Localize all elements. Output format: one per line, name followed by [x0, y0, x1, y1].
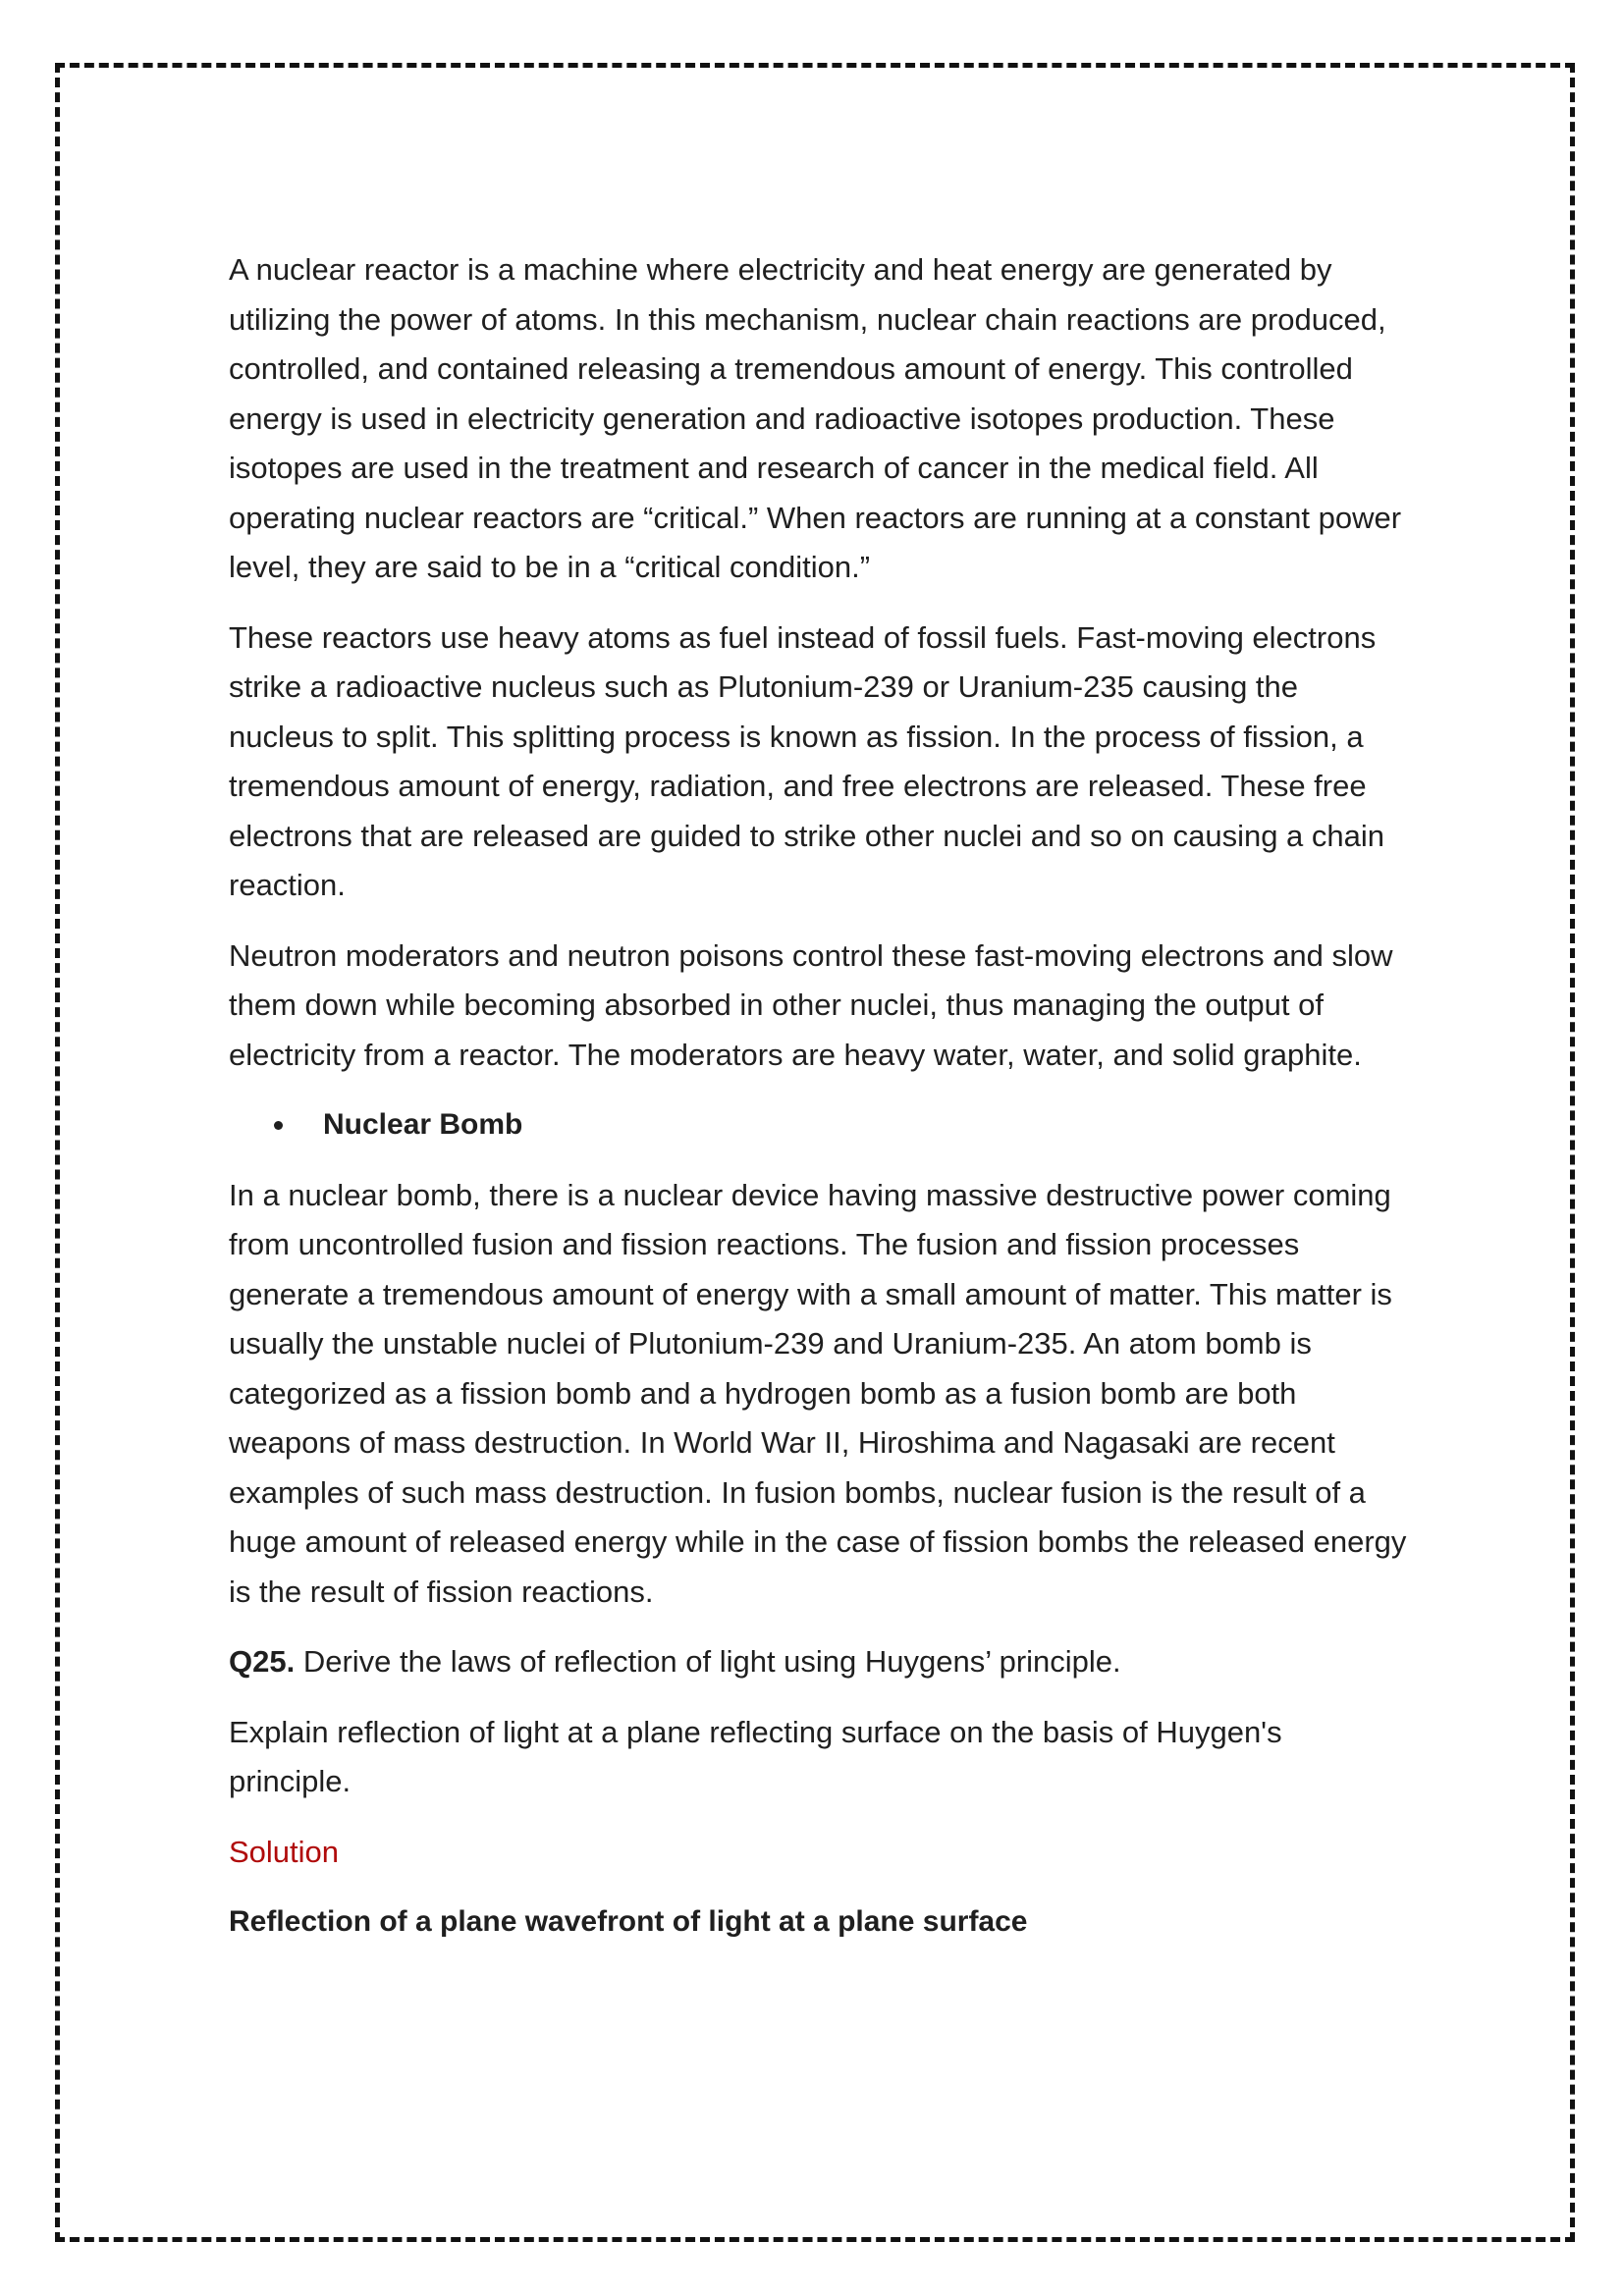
question-number: Q25. [229, 1644, 296, 1679]
paragraph-nuclear-reactor: A nuclear reactor is a machine where electricity and heat energy are generated by utilizing the power of atoms. In this mechanism, nuclear chain reactions are produced, controlled, and contained releasing a tremendous amount of energy. This controlled energy is used in electricity generation and radioactive isotopes production. These isotopes are used in the treatment and research of cancer in the medical field. All operating nuclear reactors are “critical.” When reactors are running at a constant power level, they are said to be in a “critical condition.” [229, 252, 1402, 584]
paragraph-explain: Explain reflection of light at a plane reflecting surface on the basis of Huygen's principle. [229, 1714, 1282, 1798]
bullet-item-nuclear-bomb [229, 1100, 1407, 1150]
bullet-label: Nuclear Bomb [323, 1108, 523, 1141]
paragraph-fission-process: These reactors use heavy atoms as fuel instead of fossil fuels. Fast-moving electrons strike a radioactive nucleus such as Plutonium-239 or Uranium-235 causing the nucleus to split. This splitting process is known as fission. In the process of fission, a tremendous amount of energy, radiation, and free electrons are released. These free electrons that are released are guided to strike other nuclei and so on causing a chain reaction. [229, 619, 1385, 902]
bullet-dot-icon [274, 1121, 283, 1130]
section-subheading: Reflection of a plane wavefront of light at a plane surface [229, 1905, 1028, 1938]
paragraph-moderators: Neutron moderators and neutron poisons control these fast-moving electrons and slow them down while becoming absorbed in other nuclei, thus managing the output of electricity from a reactor. The moderators are heavy water, water, and solid graphite. [229, 937, 1393, 1072]
solution-heading: Solution [229, 1834, 340, 1869]
document-body [229, 245, 1407, 1968]
question-line [229, 1637, 1407, 1687]
question-text: Derive the laws of reflection of light using Huygens’ principle. [295, 1644, 1121, 1679]
paragraph-nuclear-bomb: In a nuclear bomb, there is a nuclear device having massive destructive power coming from uncontrolled fusion and fission reactions. The fusion and fission processes generate a tremendous amount of energy with a small amount of matter. This matter is usually the unstable nuclei of Plutonium-239 and Uranium-235. An atom bomb is categorized as a fission bomb and a hydrogen bomb as a fusion bomb are both weapons of mass destruction. In World War II, Hiroshima and Nagasaki are recent examples of such mass destruction. In fusion bombs, nuclear fusion is the result of a huge amount of released energy while in the case of fission bombs the released energy is the result of fission reactions. [229, 1177, 1407, 1609]
bullet-list [229, 1100, 1407, 1150]
